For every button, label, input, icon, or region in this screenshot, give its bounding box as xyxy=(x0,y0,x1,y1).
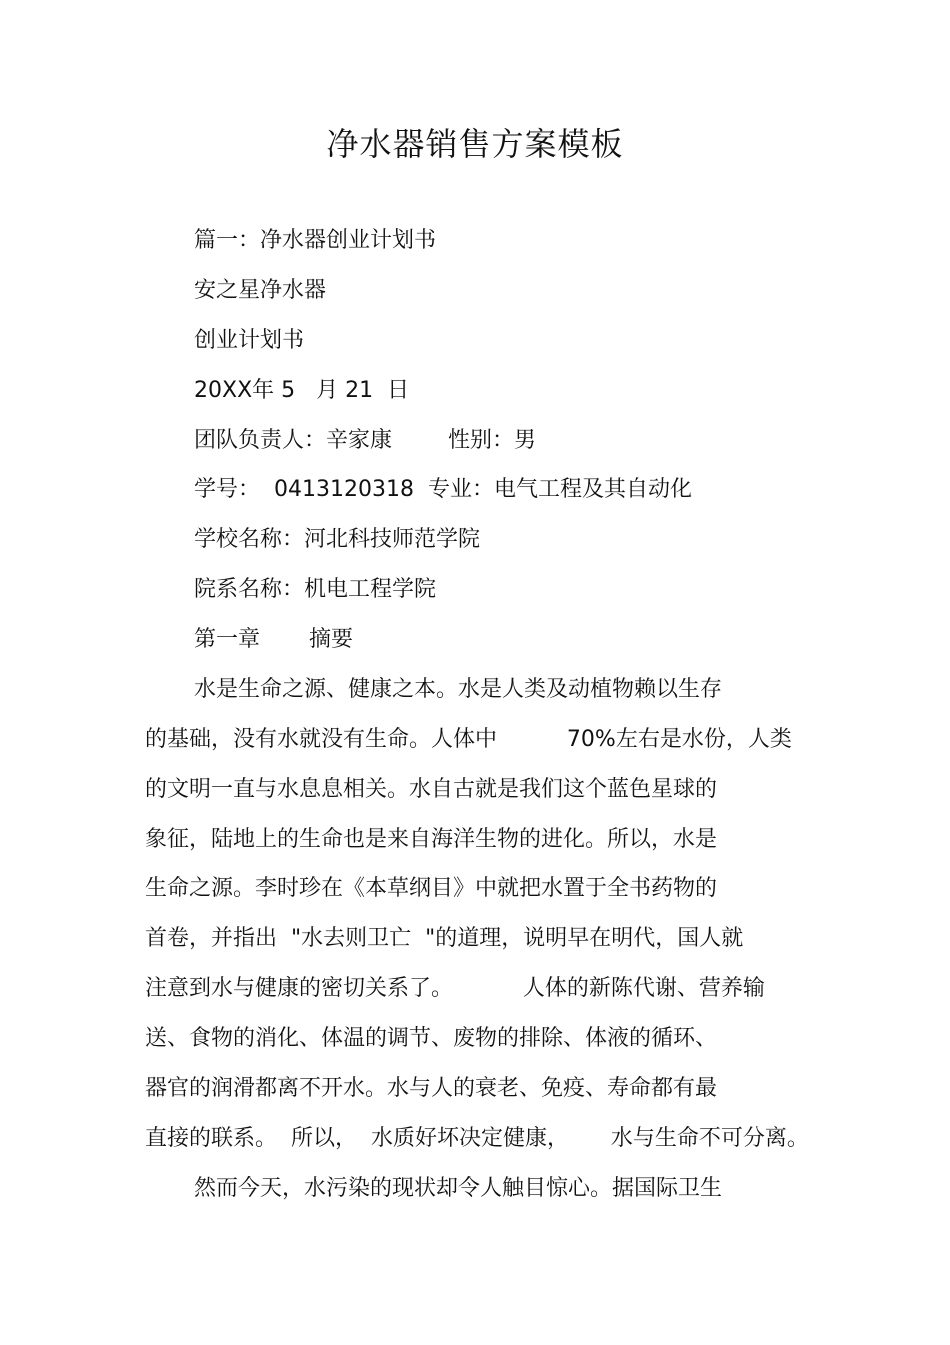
document-title: 净水器销售方案模板 xyxy=(326,125,624,163)
paragraph-line: 注意到水与健康的密切关系了。 人体的新陈代谢、营养输 xyxy=(145,976,765,1001)
department-line: 院系名称：机电工程学院 xyxy=(194,577,437,602)
chapter-heading: 篇一：净水器创业计划书 xyxy=(194,228,437,253)
paragraph-line: 的文明一直与水息息相关。水自古就是我们这个蓝色星球的 xyxy=(145,777,718,802)
team-leader-line: 团队负责人：辛家康 性别：男 xyxy=(194,428,536,453)
school-name-line: 学校名称：河北科技师范学院 xyxy=(194,527,481,552)
paragraph-line: 水是生命之源、健康之本。水是人类及动植物赖以生存 xyxy=(194,677,723,702)
plan-date: 20XX年 5 月 21 日 xyxy=(194,378,410,403)
plan-title: 创业计划书 xyxy=(194,328,305,353)
paragraph-line: 然而今天，水污染的现状却令人触目惊心。据国际卫生 xyxy=(194,1176,723,1201)
student-id-line: 学号： 0413120318 专业：电气工程及其自动化 xyxy=(194,477,692,502)
paragraph-line: 器官的润滑都离不开水。水与人的衰老、免疫、寿命都有最 xyxy=(145,1076,718,1101)
product-name: 安之星净水器 xyxy=(194,278,327,303)
paragraph-line: 首卷，并指出 "水去则卫亡 "的道理，说明早在明代，国人就 xyxy=(145,926,744,951)
section-heading: 第一章 摘要 xyxy=(194,627,353,652)
paragraph-line: 送、食物的消化、体温的调节、废物的排除、体液的循环、 xyxy=(145,1026,718,1051)
paragraph-line: 象征，陆地上的生命也是来自海洋生物的进化。所以，水是 xyxy=(145,827,718,852)
paragraph-line: 生命之源。李时珍在《本草纲目》中就把水置于全书药物的 xyxy=(145,876,718,901)
paragraph-line: 直接的联系。 所以， 水质好坏决定健康， 水与生命不可分离。 xyxy=(145,1126,809,1151)
paragraph-line: 的基础，没有水就没有生命。人体中 70%左右是水份，人类 xyxy=(145,727,792,752)
